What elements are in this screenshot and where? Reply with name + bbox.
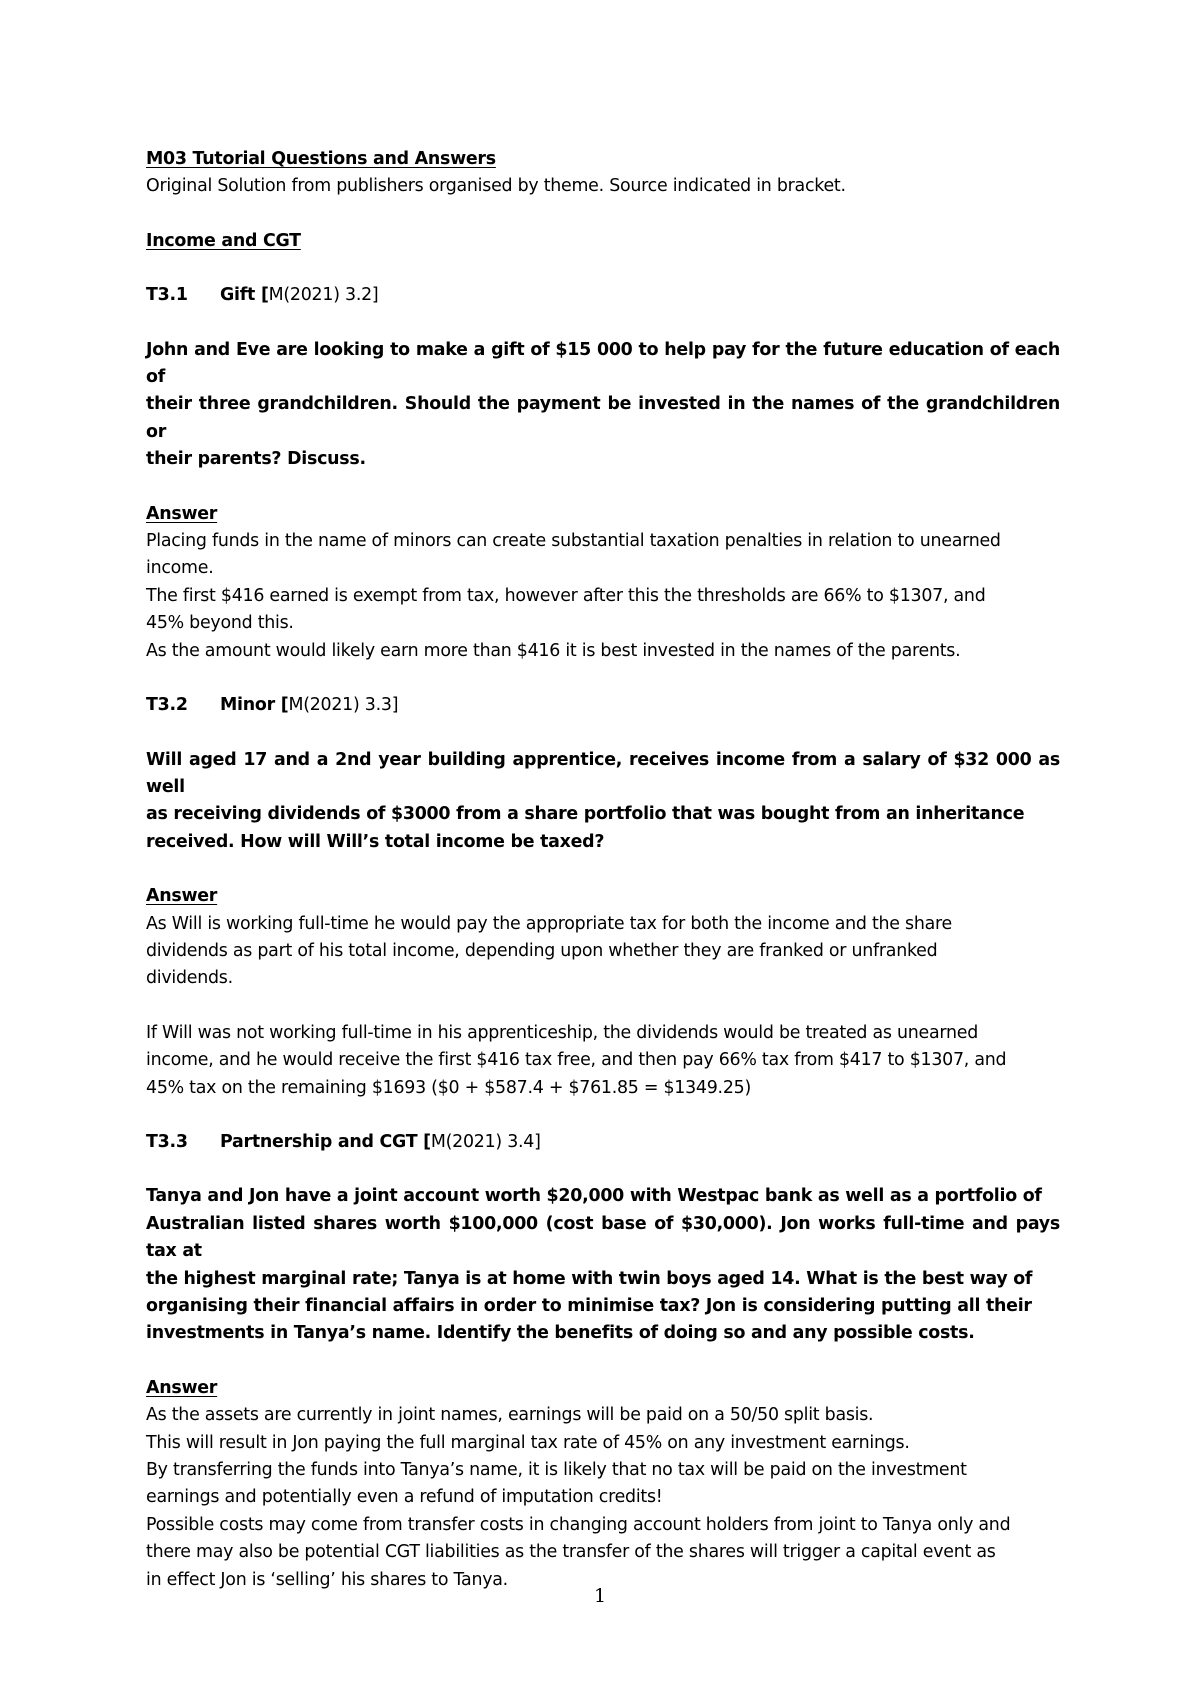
- question-number: T3.2: [146, 695, 188, 716]
- question-source: M(2021) 3.3: [288, 695, 392, 716]
- answer-line: dividends as part of his total income, depending upon whether they are franked or unfranked: [146, 940, 938, 961]
- question-text-t3-2: [146, 747, 1060, 857]
- bracket-close: ]: [391, 695, 399, 716]
- answer-text-t3-1: [146, 528, 1060, 665]
- question-title: Gift: [220, 285, 256, 306]
- question-line: investments in Tanya’s name. Identify the benefits of doing so and any possible costs.: [146, 1323, 975, 1344]
- answer-label: Answer: [146, 1377, 218, 1398]
- question-text-t3-3: [146, 1183, 1060, 1347]
- question-line: Will aged 17 and a 2nd year building apprentice, receives income from a salary of $32 000 as well: [146, 749, 1060, 797]
- bracket-open: [: [423, 1131, 431, 1152]
- answer-text-t3-2: [146, 911, 1060, 993]
- answer-label: Answer: [146, 503, 218, 524]
- answer-line: The first $416 earned is exempt from tax, however after this the thresholds are 66% to $1307, and: [146, 585, 986, 606]
- answer-line: As Will is working full-time he would pay the appropriate tax for both the income and the share: [146, 913, 952, 934]
- answer-line: in effect Jon is ‘selling’ his shares to Tanya.: [146, 1569, 508, 1590]
- bracket-open: [: [280, 695, 289, 716]
- question-text-t3-1: [146, 337, 1060, 474]
- question-heading-t3-1: [146, 282, 1060, 309]
- question-title: Partnership and CGT: [220, 1131, 418, 1152]
- question-line: Australian listed shares worth $100,000 (cost base of $30,000). Jon works full-time and pays tax at: [146, 1213, 1060, 1262]
- answer-line: dividends.: [146, 968, 233, 989]
- question-line: received. How will Will’s total income be taxed?: [146, 831, 605, 852]
- bracket-close: ]: [534, 1131, 541, 1152]
- answer-line: income, and he would receive the first $416 tax free, and then pay 66% tax from $417 to $1307, and: [146, 1050, 1007, 1071]
- answer-line: If Will was not working full-time in his apprenticeship, the dividends would be treated as unearned: [146, 1022, 978, 1043]
- question-number: T3.3: [146, 1131, 188, 1152]
- question-heading-t3-3: [146, 1129, 1060, 1156]
- question-source: M(2021) 3.2: [268, 285, 372, 306]
- answer-line: By transferring the funds into Tanya’s name, it is likely that no tax will be paid on the investment: [146, 1460, 967, 1481]
- answer-line: 45% beyond this.: [146, 613, 294, 634]
- answer-label: Answer: [146, 886, 218, 907]
- answer-line: As the amount would likely earn more than $416 it is best invested in the names of the parents.: [146, 640, 961, 661]
- document-body: [146, 146, 1060, 1594]
- answer-line: earnings and potentially even a refund of imputation credits!: [146, 1487, 663, 1508]
- question-line: the highest marginal rate; Tanya is at home with twin boys aged 14. What is the best way of: [146, 1268, 1033, 1289]
- answer-text-t3-2-part2: [146, 1020, 1060, 1102]
- bracket-open: [: [260, 285, 269, 306]
- question-line: Tanya and Jon have a joint account worth $20,000 with Westpac bank as well as a portfolio of: [146, 1186, 1042, 1207]
- question-title: Minor: [220, 695, 275, 716]
- question-source: M(2021) 3.4: [430, 1131, 535, 1152]
- question-line: organising their financial affairs in order to minimise tax? Jon is considering putting all their: [146, 1296, 1032, 1316]
- answer-line: This will result in Jon paying the full marginal tax rate of 45% on any investment earnings.: [146, 1432, 910, 1453]
- answer-line: 45% tax on the remaining $1693 ($0 + $587.4 + $761.85 = $1349.25): [146, 1077, 751, 1098]
- document-title: M03 Tutorial Questions and Answers: [146, 149, 496, 169]
- answer-line: As the assets are currently in joint names, earnings will be paid on a 50/50 split basis.: [146, 1405, 874, 1426]
- answer-line: Placing funds in the name of minors can create substantial taxation penalties in relation to unearned: [146, 531, 1001, 552]
- question-line: John and Eve are looking to make a gift of $15 000 to help pay for the future education of each of: [146, 339, 1060, 388]
- answer-line: Possible costs may come from transfer costs in changing account holders from joint to Tanya only and: [146, 1514, 1011, 1535]
- page-number: 1: [593, 1585, 607, 1607]
- section-heading: Income and CGT: [146, 230, 301, 251]
- question-line: their parents? Discuss.: [146, 449, 366, 470]
- question-line: as receiving dividends of $3000 from a share portfolio that was bought from an inheritance: [146, 804, 1025, 825]
- question-number: T3.1: [146, 285, 188, 306]
- question-heading-t3-2: [146, 692, 1060, 719]
- answer-text-t3-3: [146, 1402, 1060, 1594]
- answer-line: income.: [146, 558, 214, 579]
- answer-line: there may also be potential CGT liabilities as the transfer of the shares will trigger a capital event as: [146, 1542, 996, 1563]
- document-subtitle: Original Solution from publishers organised by theme. Source indicated in bracket.: [146, 176, 846, 197]
- question-line: their three grandchildren. Should the payment be invested in the names of the grandchildren or: [146, 394, 1060, 442]
- bracket-close: ]: [371, 285, 379, 306]
